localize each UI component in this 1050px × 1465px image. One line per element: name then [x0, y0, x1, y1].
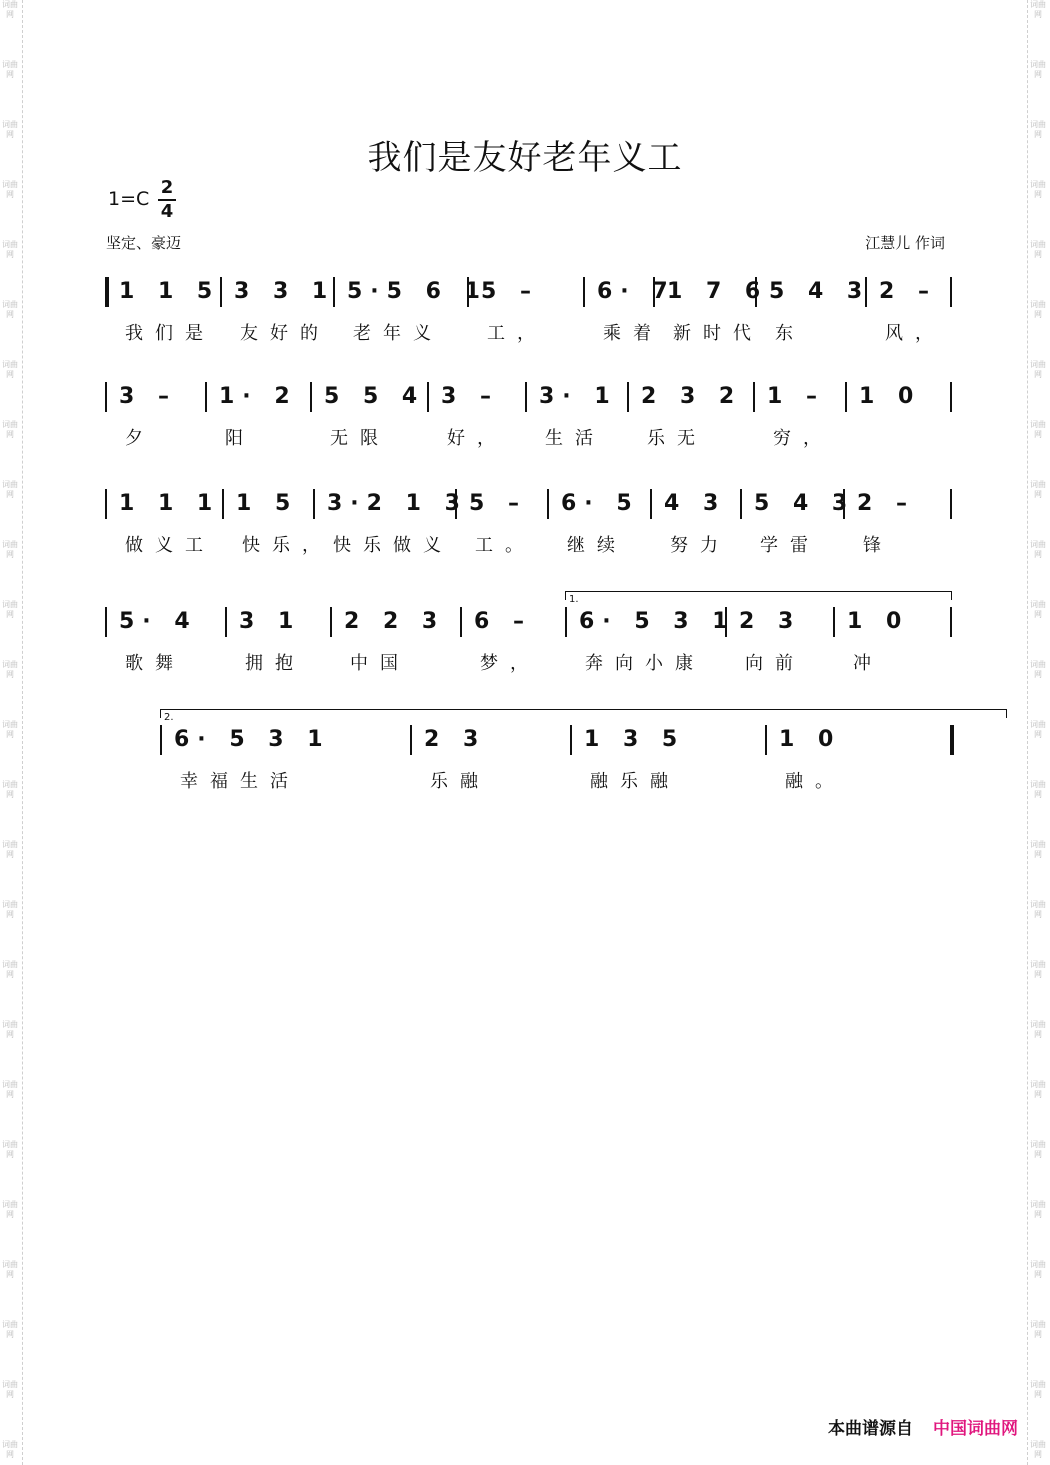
measure-lyrics: 好， [447, 428, 507, 449]
barline [650, 489, 652, 519]
watermark-text: 词曲网 [1030, 660, 1046, 679]
watermark-text: 词曲网 [1030, 360, 1046, 379]
measure-notes: 4 3 [664, 491, 727, 516]
watermark-text: 词曲网 [2, 360, 18, 379]
measure-lyrics: 阳 [225, 428, 255, 449]
watermark-text: 词曲网 [1030, 120, 1046, 139]
watermark-text: 词曲网 [2, 300, 18, 319]
measure-lyrics: 穷， [773, 428, 833, 449]
watermark-text: 词曲网 [2, 540, 18, 559]
time-signature-top: 2 [160, 177, 174, 198]
measure-lyrics: 夕 [125, 428, 155, 449]
measure-lyrics: 生活 [545, 428, 605, 449]
lyricist-credit: 江慧儿 作词 [865, 234, 945, 252]
barline [313, 489, 315, 519]
watermark-text: 词曲网 [2, 1200, 18, 1219]
measure-lyrics: 锋 [863, 535, 893, 556]
source-site: 中国词曲网 [933, 1419, 1018, 1439]
measure-lyrics: 新时代 [673, 323, 763, 344]
watermark-text: 词曲网 [2, 960, 18, 979]
barline [740, 489, 742, 519]
volta-label: 2. [164, 712, 174, 723]
notes-row [105, 380, 965, 420]
measure-notes: 3 3 1 [234, 279, 336, 304]
measure-lyrics: 做义工 [125, 535, 215, 556]
measure-notes: 2 2 3 [344, 609, 446, 634]
measure-notes: 5·5 6 1 [347, 279, 488, 304]
measure-lyrics: 乘着 [603, 323, 663, 344]
measure-notes: 6 – [474, 609, 532, 634]
watermark-text: 词曲网 [2, 180, 18, 199]
watermark-text: 词曲网 [1030, 240, 1046, 259]
measure-notes: 3 – [441, 384, 499, 409]
measure-notes: 2 – [857, 491, 915, 516]
barline [105, 382, 107, 412]
barline [627, 382, 629, 412]
measure-lyrics: 无限 [330, 428, 390, 449]
barline [765, 725, 767, 755]
barline [950, 725, 954, 755]
barline [225, 607, 227, 637]
measure-lyrics: 老年义 [353, 323, 443, 344]
song-title: 我们是友好老年义工 [367, 138, 683, 178]
watermark-text: 词曲网 [1030, 300, 1046, 319]
measure-notes: 1· 2 [219, 384, 298, 409]
measure-notes: 1 0 [859, 384, 922, 409]
measure-lyrics: 友好的 [240, 323, 330, 344]
barline [950, 607, 952, 637]
watermark-text: 词曲网 [1030, 1200, 1046, 1219]
time-signature [158, 178, 176, 222]
barline [460, 607, 462, 637]
barline [525, 382, 527, 412]
watermark-text: 词曲网 [2, 660, 18, 679]
measure-lyrics: 冲 [853, 653, 883, 674]
source-label: 本曲谱源自 [828, 1419, 913, 1439]
measure-lyrics: 融乐融 [590, 771, 680, 792]
watermark-text: 词曲网 [1030, 480, 1046, 499]
watermark-text: 词曲网 [1030, 1320, 1046, 1339]
barline [220, 277, 222, 307]
measure-notes: 1 7 6 [667, 279, 769, 304]
barline [105, 489, 107, 519]
barline [570, 725, 572, 755]
source-credit [828, 1414, 1018, 1439]
watermark-text: 词曲网 [2, 0, 18, 19]
lyrics-row [160, 767, 1020, 795]
measure-notes: 2 3 [739, 609, 802, 634]
watermark-text: 词曲网 [1030, 540, 1046, 559]
key-signature: 1=C [108, 188, 150, 210]
measure-notes: 1 1 5 [119, 279, 221, 304]
measure-lyrics: 歌舞 [125, 653, 185, 674]
watermark-text: 词曲网 [1030, 1260, 1046, 1279]
measure-lyrics: 梦， [480, 653, 540, 674]
barline [565, 607, 567, 637]
measure-notes: 6· 5 3 1 [174, 727, 331, 752]
watermark-text: 词曲网 [2, 600, 18, 619]
tempo-marking: 坚定、豪迈 [106, 234, 182, 252]
measure-notes: 3 1 [239, 609, 302, 634]
barline [950, 382, 952, 412]
watermark-text: 词曲网 [1030, 960, 1046, 979]
measure-notes: 5 – [481, 279, 539, 304]
barline [105, 607, 107, 637]
measure-lyrics: 继续 [567, 535, 627, 556]
barline [950, 489, 952, 519]
watermark-text: 词曲网 [2, 1260, 18, 1279]
measure-lyrics: 快乐做义 [333, 535, 453, 556]
watermark-text: 词曲网 [2, 1080, 18, 1099]
watermark-text: 词曲网 [1030, 1080, 1046, 1099]
notes-row [160, 712, 1020, 763]
watermark-text: 词曲网 [1030, 1380, 1046, 1399]
measure-lyrics: 融。 [785, 771, 845, 792]
measure-notes: 6· 5 [561, 491, 640, 516]
measure-lyrics: 向前 [745, 653, 805, 674]
barline [427, 382, 429, 412]
measure-lyrics: 我们是 [125, 323, 215, 344]
barline [310, 382, 312, 412]
volta-bracket [160, 709, 1007, 718]
watermark-text: 词曲网 [2, 720, 18, 739]
volta-label: 1. [569, 594, 579, 605]
measure-notes: 3 – [119, 384, 177, 409]
measure-notes: 1 3 5 [584, 727, 686, 752]
right-margin-watermark-strip [1027, 0, 1050, 1465]
measure-lyrics: 乐融 [430, 771, 490, 792]
measure-notes: 5 4 3 [754, 491, 856, 516]
notes-row [105, 487, 965, 527]
measure-notes: 5 5 4 [324, 384, 426, 409]
watermark-text: 词曲网 [2, 120, 18, 139]
measure-lyrics: 风， [885, 323, 945, 344]
lyrics-row [105, 424, 965, 452]
watermark-text: 词曲网 [1030, 180, 1046, 199]
measure-lyrics: 快乐， [242, 535, 332, 556]
watermark-text: 词曲网 [1030, 600, 1046, 619]
lyrics-row [105, 649, 965, 677]
measure-lyrics: 奔向小康 [585, 653, 705, 674]
measure-notes: 2 3 2 [641, 384, 743, 409]
watermark-text: 词曲网 [2, 1320, 18, 1339]
barline [547, 489, 549, 519]
watermark-text: 词曲网 [2, 240, 18, 259]
watermark-text: 词曲网 [2, 1140, 18, 1159]
measure-lyrics: 工， [487, 323, 547, 344]
lyrics-row [105, 319, 965, 347]
watermark-text: 词曲网 [2, 1440, 18, 1459]
watermark-text: 词曲网 [1030, 900, 1046, 919]
watermark-text: 词曲网 [2, 1380, 18, 1399]
measure-lyrics: 工。 [475, 535, 535, 556]
barline [205, 382, 207, 412]
watermark-text: 词曲网 [2, 1020, 18, 1039]
watermark-text: 词曲网 [2, 480, 18, 499]
lyrics-row [105, 531, 965, 559]
notes-row [105, 275, 965, 315]
measure-lyrics: 幸福生活 [180, 771, 300, 792]
barline [753, 382, 755, 412]
measure-lyrics: 学雷 [760, 535, 820, 556]
barline [410, 725, 412, 755]
measure-notes: 1 0 [779, 727, 842, 752]
left-margin-watermark-strip [0, 0, 23, 1465]
measure-notes: 1 0 [847, 609, 910, 634]
volta-bracket [565, 591, 952, 600]
barline [160, 725, 162, 755]
notes-row [105, 594, 965, 645]
barline [105, 277, 109, 307]
measure-lyrics: 努力 [670, 535, 730, 556]
watermark-text: 词曲网 [1030, 1440, 1046, 1459]
measure-notes: 6· 5 3 1 [579, 609, 736, 634]
watermark-text: 词曲网 [1030, 720, 1046, 739]
watermark-text: 词曲网 [1030, 840, 1046, 859]
measure-lyrics: 乐无 [647, 428, 707, 449]
time-signature-bottom: 4 [160, 201, 174, 222]
measure-notes: 1 – [767, 384, 825, 409]
measure-lyrics: 东 [775, 323, 805, 344]
watermark-text: 词曲网 [1030, 60, 1046, 79]
watermark-text: 词曲网 [1030, 780, 1046, 799]
watermark-text: 词曲网 [2, 900, 18, 919]
measure-notes: 5· 4 [119, 609, 198, 634]
watermark-text: 词曲网 [2, 60, 18, 79]
measure-notes: 5 4 3 [769, 279, 871, 304]
watermark-text: 词曲网 [2, 780, 18, 799]
measure-lyrics: 中国 [350, 653, 410, 674]
barline [330, 607, 332, 637]
measure-notes: 3·2 1 3 [327, 491, 468, 516]
measure-lyrics: 拥抱 [245, 653, 305, 674]
measure-notes: 2 – [879, 279, 937, 304]
watermark-text: 词曲网 [1030, 1020, 1046, 1039]
barline [845, 382, 847, 412]
measure-notes: 3· 1 [539, 384, 618, 409]
watermark-text: 词曲网 [1030, 0, 1046, 19]
watermark-text: 词曲网 [2, 420, 18, 439]
barline [833, 607, 835, 637]
watermark-text: 词曲网 [2, 840, 18, 859]
barline [950, 277, 952, 307]
measure-notes: 1 1 1 [119, 491, 221, 516]
barline [222, 489, 224, 519]
measure-notes: 5 – [469, 491, 527, 516]
measure-notes: 6· 7 [597, 279, 676, 304]
watermark-text: 词曲网 [1030, 420, 1046, 439]
watermark-text: 词曲网 [1030, 1140, 1046, 1159]
barline [583, 277, 585, 307]
measure-notes: 2 3 [424, 727, 487, 752]
measure-notes: 1 5 [236, 491, 299, 516]
